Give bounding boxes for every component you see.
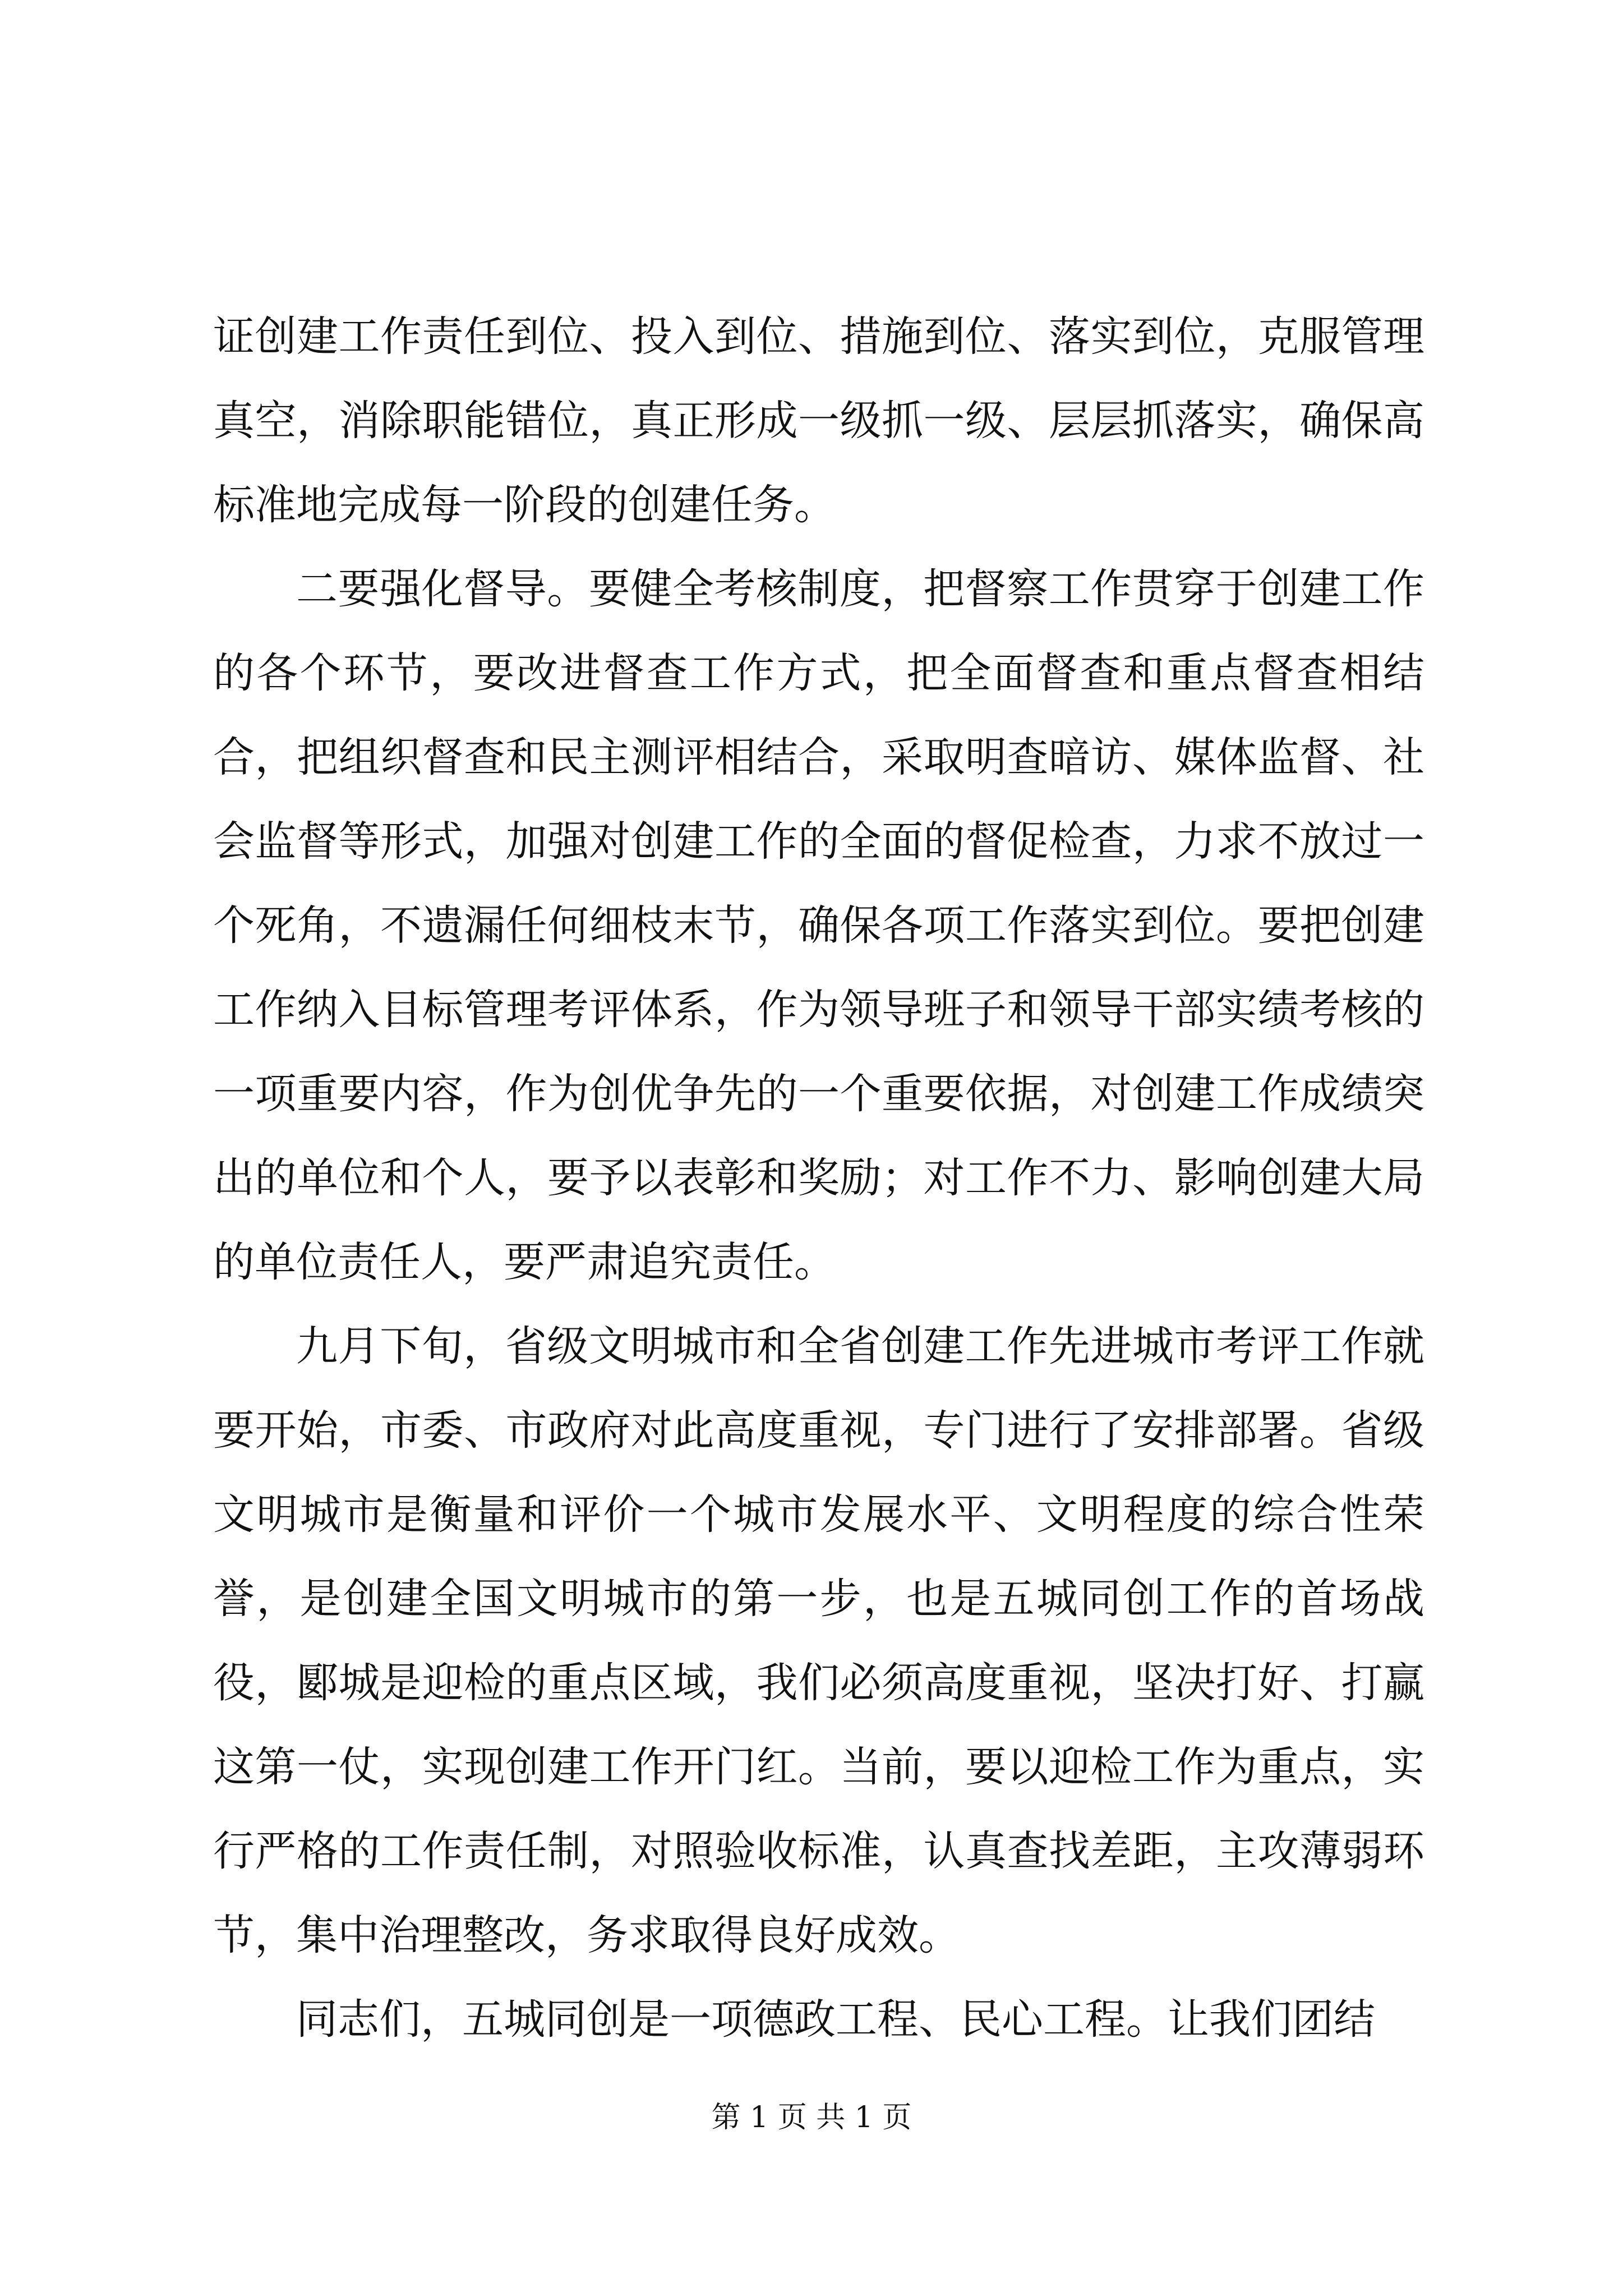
document-body	[213, 295, 1424, 2062]
paragraph-closing: 同志们，五城同创是一项德政工程、民心工程。让我们团结	[296, 1995, 1375, 2044]
page-footer: 第 1 页 共 1 页	[711, 2101, 912, 2134]
paragraph-supervision: 二要强化督导。要健全考核制度，把督察工作贯穿于创建工作的各个环节，要改进督查工作方式，把全面督查和重点督查相结合，把组织督查和民主测评相结合，采取明查暗访、媒体监督、社会监督等形式，加强对创建工作的全面的督促检查，力求不放过一个死角，不遗漏任何细枝末节，确保各项工作落实到位。要把创建工作纳入目标管理考评体系，作为领导班子和领导干部实绩考核的一项重要内容，作为创优争先的一个重要依据，对创建工作成绩突出的单位和个人，要予以表彰和奖励；对工作不力、影响创建大局的单位责任人，要严肃追究责任。	[213, 565, 1424, 1286]
paragraph-inspection: 九月下旬，省级文明城市和全省创建工作先进城市考评工作就要开始，市委、市政府对此高度重视，专门进行了安排部署。省级文明城市是衡量和评价一个城市发展水平、文明程度的综合性荣誉，是创建全国文明城市的第一步，也是五城同创工作的首场战役，郾城是迎检的重点区域，我们必须高度重视，坚决打好、打赢这第一仗，实现创建工作开门红。当前，要以迎检工作为重点，实行严格的工作责任制，对照验收标准，认真查找差距，主攻薄弱环节，集中治理整改，务求取得良好成效。	[213, 1322, 1424, 1959]
paragraph-continuation: 证创建工作责任到位、投入到位、措施到位、落实到位，克服管理真空，消除职能错位，真正形成一级抓一级、层层抓落实，确保高标准地完成每一阶段的创建任务。	[213, 312, 1424, 529]
